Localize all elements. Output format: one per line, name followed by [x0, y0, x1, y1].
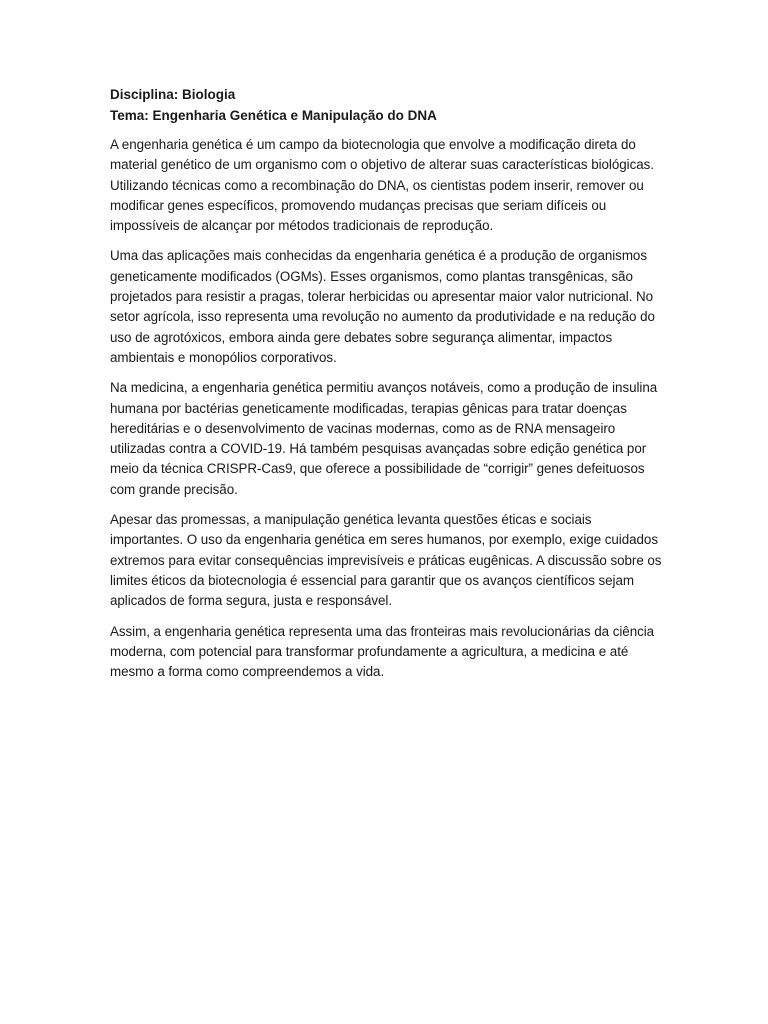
paragraph-3: Na medicina, a engenharia genética permitiu avanços notáveis, como a produção de insulina humana por bactérias geneticamente modificadas, terapias gênicas para tratar doenças hereditárias e o desenvolvimento de vacinas modernas, como as de RNA mensageiro utilizadas contra a COVID-19. Há também pesquisas avançadas sobre edição genética por meio da técnica CRISPR-Cas9, que oferece a possibilidade de “corrigir” genes defeituosos com grande precisão. [110, 380, 658, 497]
paragraph-5: Assim, a engenharia genética representa uma das fronteiras mais revolucionárias da ciência moderna, com potencial para transformar profundamente a agricultura, a medicina e até mesmo a forma como compreendemos a vida. [110, 623, 655, 680]
paragraph-1: A engenharia genética é um campo da biotecnologia que envolve a modificação direta do material genético de um organismo com o objetivo de alterar suas características biológicas. Utilizando técnicas como a recombinação do DNA, os cientistas podem inserir, remover ou modificar genes específicos, promovendo mudanças precisas que seriam difíceis ou impossíveis de alcançar por métodos tradicionais de reprodução. [110, 137, 654, 234]
document-page [110, 84, 662, 692]
document-body [110, 135, 662, 682]
discipline-heading: Disciplina: Biologia [110, 87, 236, 102]
paragraph-2: Uma das aplicações mais conhecidas da engenharia genética é a produção de organismos geneticamente modificados (OGMs). Esses organismos, como plantas transgênicas, são projetados para resistir a pragas, tolerar herbicidas ou apresentar maior valor nutricional. No setor agrícola, isso representa uma revolução no aumento da produtividade e na redução do uso de agrotóxicos, embora ainda gere debates sobre segurança alimentar, impactos ambientais e monopólios corporativos. [110, 248, 655, 365]
topic-heading: Tema: Engenharia Genética e Manipulação do DNA [110, 108, 437, 123]
paragraph-4: Apesar das promessas, a manipulação genética levanta questões éticas e sociais importantes. O uso da engenharia genética em seres humanos, por exemplo, exige cuidados extremos para evitar consequências imprevisíveis e práticas eugênicas. A discussão sobre os limites éticos da biotecnologia é essencial para garantir que os avanços científicos sejam aplicados de forma segura, justa e responsável. [110, 512, 662, 609]
